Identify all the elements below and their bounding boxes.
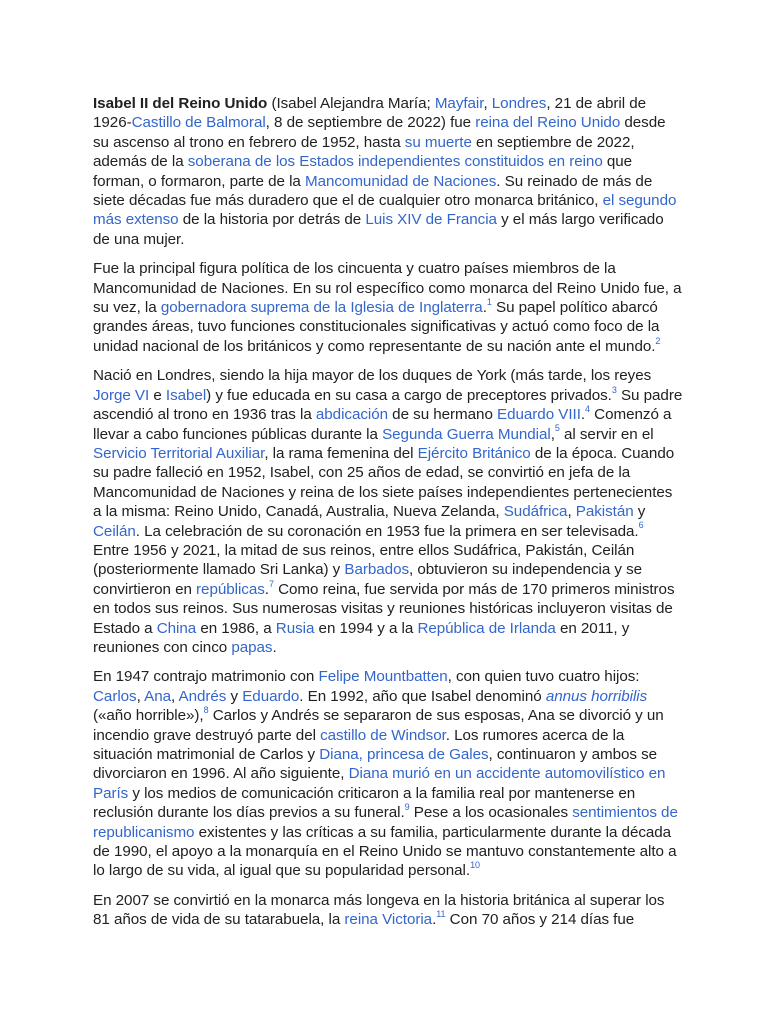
paragraph-text: . <box>482 299 487 317</box>
paragraph-text: Entre 1956 y 2021, la mitad de sus reinos, entre ellos Sudáfrica, Pakistán, Ceilán (posteriormente llamado Sri Lanka) y <box>93 541 635 579</box>
paragraph-text: de la historia por detrás de <box>178 211 366 229</box>
wiki-link[interactable]: annus horribilis <box>545 687 648 705</box>
reference-superscript <box>612 385 617 395</box>
wiki-link[interactable]: Barbados <box>344 561 410 579</box>
article-paragraph <box>93 94 683 249</box>
reference-superscript <box>487 297 492 307</box>
paragraph-text: . <box>432 911 437 929</box>
paragraph-text: Fue la principal figura política de los cincuenta y cuatro países miembros de la Mancomunidad de Naciones. En su rol específico como monarca del Reino Unido fue, a su vez, la <box>93 260 682 317</box>
paragraph-text: , con quien tuvo cuatro hijos: <box>447 668 640 686</box>
paragraph-text: Nació en Londres, siendo la hija mayor de los duques de York (más tarde, los reyes <box>93 367 652 385</box>
paragraph-text: Comenzó a llevar a cabo funciones públicas durante la <box>93 406 672 443</box>
article-paragraph <box>93 891 683 930</box>
wiki-link[interactable]: Pakistán <box>575 503 634 521</box>
wiki-link[interactable]: Diana murió en un accidente automovilístico en París <box>93 765 666 802</box>
wiki-link[interactable]: China <box>156 619 197 637</box>
paragraph-text: . En 1992, año que Isabel denominó <box>299 687 546 705</box>
paragraph-text: desde su ascenso al trono en febrero de 1952, hasta <box>93 114 666 151</box>
paragraph-text: y <box>226 687 243 705</box>
paragraph-text: , continuaron y ambos se divorciaron en 1996. Al año siguiente, <box>93 746 658 783</box>
wiki-link[interactable]: Eduardo <box>242 687 300 705</box>
paragraph-text: y <box>633 503 646 521</box>
wiki-link[interactable]: Ana <box>144 687 171 705</box>
wiki-link[interactable]: sentimientos de republicanismo <box>93 804 678 841</box>
article-subject: Isabel II del Reino Unido <box>93 95 268 112</box>
reference-superscript <box>470 860 480 870</box>
wiki-link[interactable]: Ejército Británico <box>417 444 531 462</box>
paragraph-text: Su papel político abarcó grandes áreas, tuvo funciones constitucionales significativas y actuó como foco de la unidad nacional de los británicos y como representante de su nación ante el mundo. <box>93 299 660 355</box>
paragraph-text: , <box>136 687 145 705</box>
wiki-link[interactable]: Rusia <box>275 619 315 637</box>
article-body <box>93 94 683 940</box>
wiki-link[interactable]: Diana, princesa de Gales <box>319 746 489 763</box>
paragraph-text: Con 70 años y 214 días fue <box>445 911 635 929</box>
wiki-link[interactable]: gobernadora suprema de la Iglesia de Inglaterra <box>160 299 483 317</box>
reference-link[interactable]: 5 <box>554 423 560 434</box>
paragraph-text: Carlos y Andrés se separaron de sus esposas, Ana se divorció y un incendio grave destruyó parte del <box>93 707 664 744</box>
reference-superscript <box>639 520 644 530</box>
paragraph-text: , 8 de septiembre de 2022) fue <box>265 114 476 132</box>
reference-link[interactable]: 4 <box>585 404 591 415</box>
wiki-link[interactable]: castillo de Windsor <box>320 726 446 744</box>
wiki-link[interactable]: Mayfair <box>434 95 484 112</box>
wiki-link[interactable]: su muerte <box>404 133 472 151</box>
reference-link[interactable]: 2 <box>655 335 661 346</box>
paragraph-text: en 1986, a <box>196 619 276 637</box>
wiki-link[interactable]: papas <box>231 638 273 656</box>
paragraph-text: . <box>264 580 269 598</box>
paragraph-text: en septiembre de 2022, además de la <box>93 133 635 171</box>
paragraph-text: e <box>149 386 166 404</box>
wiki-link[interactable]: Ceilán <box>93 522 136 540</box>
wiki-link[interactable]: Felipe Mountbatten <box>318 668 448 686</box>
wiki-link[interactable]: reina del Reino Unido <box>475 114 621 132</box>
paragraph-text: (Isabel Alejandra María; <box>267 95 435 112</box>
reference-link[interactable]: 6 <box>638 520 644 531</box>
wiki-link[interactable]: reina Victoria <box>344 911 433 929</box>
paragraph-text: en 1994 y a la <box>314 619 418 637</box>
paragraph-text: . La celebración de su coronación en 1953 fue la primera en ser televisada. <box>135 522 639 540</box>
paragraph-text: . Su reinado de más de siete décadas fue más duradero que el de cualquier otro monarca británico, <box>93 172 653 210</box>
reference-link[interactable]: 7 <box>268 578 274 589</box>
paragraph-text: , 21 de abril de 1926- <box>93 95 647 132</box>
paragraph-text: de la época. Cuando su padre falleció en 1952, Isabel, con 25 años de edad, se convirtió en jefa de la Mancomunidad de Naciones y reina de los siete países independientes pertenecientes a la misma: Reino Unido, Canadá, Australia, Nueva Zelanda, <box>93 444 675 521</box>
paragraph-text: , obtuvieron su independencia y se convirtieron en <box>93 561 643 598</box>
paragraph-text: que forman, o formaron, parte de la <box>93 153 633 190</box>
wiki-link[interactable]: abdicación <box>315 406 389 424</box>
reference-link[interactable]: 10 <box>470 860 480 871</box>
paragraph-text: de su hermano <box>388 406 498 424</box>
reference-superscript <box>555 423 560 433</box>
wiki-link[interactable]: Carlos <box>93 687 137 705</box>
wiki-link[interactable]: Isabel <box>165 386 207 404</box>
wiki-link[interactable]: Mancomunidad de Naciones <box>304 172 497 190</box>
wiki-link[interactable]: el segundo más extenso <box>93 192 677 229</box>
reference-link[interactable]: 3 <box>611 384 617 395</box>
wiki-link[interactable]: repúblicas <box>196 580 265 598</box>
wiki-link[interactable]: Sudáfrica <box>503 503 568 521</box>
reference-superscript <box>204 705 209 715</box>
wiki-link[interactable]: Andrés <box>178 687 227 705</box>
wiki-link[interactable]: soberana de los Estados independientes constituidos en reino <box>187 153 603 171</box>
paragraph-text: Pese a los ocasionales <box>409 804 573 822</box>
paragraph-text: y el más largo verificado de una mujer. <box>93 211 664 248</box>
wiki-link[interactable]: Luis XIV de Francia <box>365 211 497 229</box>
reference-link[interactable]: 9 <box>404 802 410 813</box>
paragraph-text: («año horrible»), <box>93 707 204 725</box>
paragraph-text: . <box>272 638 277 656</box>
paragraph-text: , <box>170 687 179 705</box>
wiki-link[interactable]: República de Irlanda <box>417 619 556 637</box>
paragraph-text: , <box>567 503 576 521</box>
wiki-link[interactable]: Castillo de Balmoral <box>131 114 266 132</box>
paragraph-text: Su padre ascendió al trono en 1936 tras la <box>93 386 683 424</box>
article-paragraph <box>93 667 683 880</box>
wiki-link[interactable]: Servicio Territorial Auxiliar <box>93 444 265 462</box>
paragraph-text: . Los rumores acerca de la situación matrimonial de Carlos y <box>93 726 625 763</box>
paragraph-text: Como reina, fue servida por más de 170 primeros ministros en todos sus reinos. Sus numerosas visitas y reuniones históricas incluyeron visitas de Estado a <box>93 580 675 637</box>
article-paragraph <box>93 259 683 356</box>
paragraph-text: , <box>483 95 492 112</box>
wiki-link[interactable]: Eduardo VIII <box>497 406 581 424</box>
reference-link[interactable]: 1 <box>486 297 492 307</box>
wiki-link[interactable]: Segunda Guerra Mundial <box>382 425 551 443</box>
paragraph-text: existentes y las críticas a su familia, particularmente durante la década de 1990, el apoyo a la monarquía en el Reino Unido se mantuvo constantemente alto a lo largo de su vida, al igual que su popularidad personal. <box>93 823 677 880</box>
reference-superscript <box>655 336 660 346</box>
paragraph-text: al servir en el <box>559 425 654 443</box>
paragraph-text: ) y fue educada en su casa a cargo de preceptores privados. <box>206 386 612 404</box>
reference-link[interactable]: 11 <box>436 909 446 920</box>
paragraph-text: y los medios de comunicación criticaron a la familia real por mantenerse en reclusión durante los días previos a su funeral. <box>93 784 636 822</box>
paragraph-text: . <box>580 406 586 424</box>
reference-superscript <box>585 404 590 414</box>
article-paragraph <box>93 366 683 657</box>
paragraph-text: , <box>550 425 555 443</box>
paragraph-text: En 1947 contrajo matrimonio con <box>93 668 319 686</box>
paragraph-text: , la rama femenina del <box>264 444 418 462</box>
reference-link[interactable]: 8 <box>203 705 209 716</box>
wiki-link[interactable]: Londres <box>491 95 547 112</box>
paragraph-text: En 2007 se convirtió en la monarca más longeva en la historia británica al superar los 81 años de vida de su tatarabuela, la <box>93 891 665 929</box>
paragraph-text: en 2011, y reuniones con cinco <box>93 619 630 656</box>
reference-superscript <box>405 802 410 812</box>
wiki-link[interactable]: Jorge VI <box>93 386 150 404</box>
reference-superscript <box>436 909 445 919</box>
reference-superscript <box>269 579 274 589</box>
